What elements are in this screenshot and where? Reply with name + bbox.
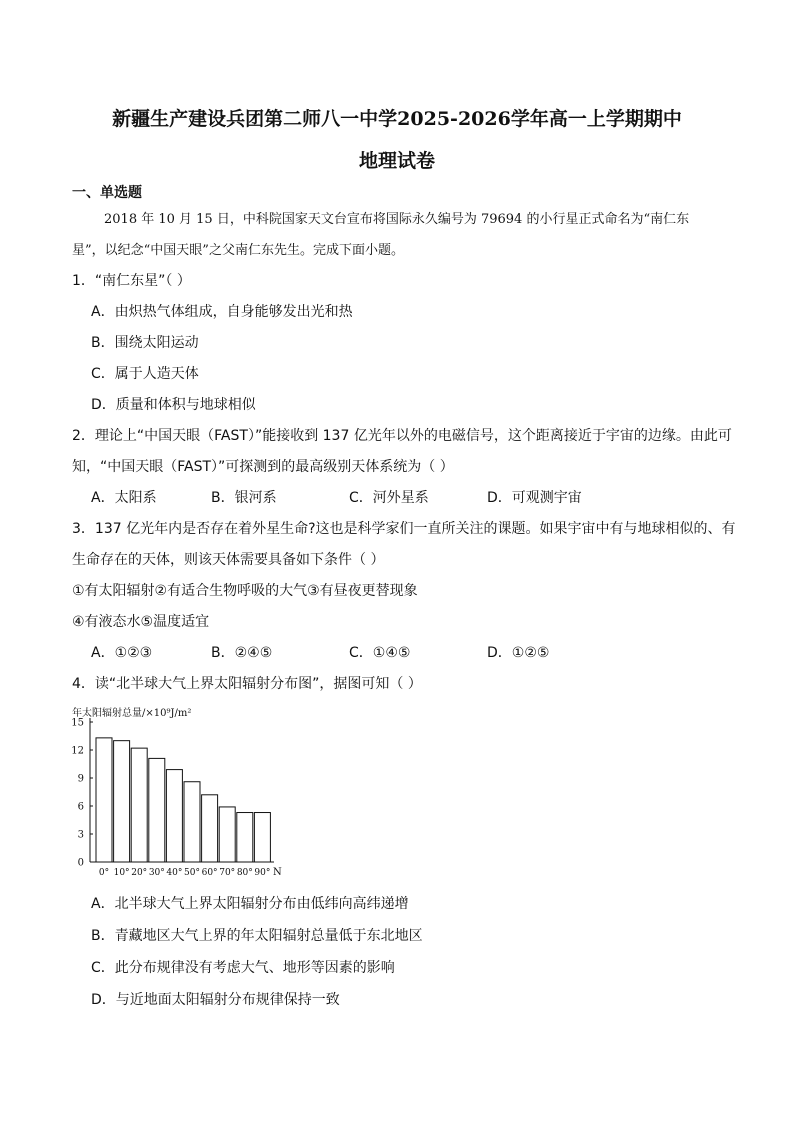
chart-y-tick-label: 6 xyxy=(77,801,84,813)
chart-x-tick-label: 30° xyxy=(148,868,165,878)
exam-title-line2: 地理试卷 xyxy=(358,150,435,172)
chart-x-tick-label: 60° xyxy=(201,868,218,878)
passage-line-2: 星”，以纪念“中国天眼”之父南仁东先生。完成下面小题。 xyxy=(72,243,404,258)
chart-x-tick-label: 90° xyxy=(254,868,271,878)
question-2-stem-line-2: 知，“中国天眼（FAST）”可探测到的最高级别天体系统为（ ） xyxy=(72,459,454,475)
question-3-conditions-line-2: ④有液态水⑤温度适宜 xyxy=(72,614,210,630)
chart-y-tick-label: 0 xyxy=(77,857,84,869)
chart-bar xyxy=(149,758,165,862)
question-1-stem: 1．“南仁东星”（ ） xyxy=(72,273,191,289)
question-4-option-d[interactable]: D．与近地面太阳辐射分布规律保持一致 xyxy=(91,992,340,1008)
question-2-option-b[interactable]: B．银河系 xyxy=(211,490,277,506)
chart-bar xyxy=(96,738,112,862)
chart-bar xyxy=(184,782,200,862)
chart-bar xyxy=(202,795,218,862)
question-4-option-c[interactable]: C．此分布规律没有考虑大气、地形等因素的影响 xyxy=(91,960,395,976)
chart-bar xyxy=(237,813,253,862)
chart-x-tick-label: 20° xyxy=(131,868,148,878)
solar-radiation-bar-chart xyxy=(68,702,298,882)
passage-line-1: 2018 年 10 月 15 日，中科院国家天文台宣布将国际永久编号为 79694 的小行星正式命名为“南仁东 xyxy=(104,212,690,227)
chart-y-tick-label: 3 xyxy=(77,829,84,841)
chart-y-axis-label: 年太阳辐射总量/×10⁹J/m² xyxy=(72,708,192,719)
section-heading: 一、单选题 xyxy=(72,185,142,201)
chart-bar xyxy=(166,770,182,862)
question-2-option-c[interactable]: C．河外星系 xyxy=(349,490,429,506)
question-1-option-b[interactable]: B．围绕太阳运动 xyxy=(91,335,199,351)
chart-bar xyxy=(131,748,147,862)
question-2-option-a[interactable]: A．太阳系 xyxy=(91,490,157,506)
question-2-option-d[interactable]: D．可观测宇宙 xyxy=(487,490,582,506)
chart-bar xyxy=(254,813,270,862)
chart-y-tick-label: 9 xyxy=(77,773,84,785)
question-4-stem: 4．读“北半球大气上界太阳辐射分布图”，据图可知（ ） xyxy=(72,676,422,692)
chart-y-tick-label: 15 xyxy=(71,717,84,729)
chart-x-tick-label: 40° xyxy=(166,868,183,878)
question-1-option-c[interactable]: C．属于人造天体 xyxy=(91,366,199,382)
chart-bar xyxy=(219,807,235,862)
chart-x-tick-label: 70° xyxy=(219,868,236,878)
chart-y-tick-label: 12 xyxy=(71,745,84,757)
exam-title-line1: 新疆生产建设兵团第二师八一中学2025-2026学年高一上学期期中 xyxy=(112,108,682,130)
question-3-stem-line-2: 生命存在的天体，则该天体需要具备如下条件（ ） xyxy=(72,552,385,568)
question-3-option-b[interactable]: B．②④⑤ xyxy=(211,645,273,661)
question-1-option-d[interactable]: D．质量和体积与地球相似 xyxy=(91,397,256,413)
chart-bar xyxy=(114,741,130,862)
question-3-conditions-line-1: ①有太阳辐射②有适合生物呼吸的大气③有昼夜更替现象 xyxy=(72,583,418,599)
question-3-option-a[interactable]: A．①②③ xyxy=(91,645,153,661)
question-3-option-d[interactable]: D．①②⑤ xyxy=(487,645,550,661)
chart-x-tick-label: 80° xyxy=(236,868,253,878)
question-1-option-a[interactable]: A．由炽热气体组成，自身能够发出光和热 xyxy=(91,304,353,320)
chart-x-tick-label: 10° xyxy=(113,868,130,878)
chart-x-tick-label: 50° xyxy=(184,868,200,878)
question-4-option-a[interactable]: A．北半球大气上界太阳辐射分布由低纬向高纬递增 xyxy=(91,896,409,912)
question-3-option-c[interactable]: C．①④⑤ xyxy=(349,645,411,661)
chart-x-unit: N xyxy=(273,867,282,878)
question-3-stem-line-1: 3．137 亿光年内是否存在着外星生命?这也是科学家们一直所关注的课题。如果宇宙中有与地球相似的、有 xyxy=(72,521,736,537)
question-4-option-b[interactable]: B．青藏地区大气上界的年太阳辐射总量低于东北地区 xyxy=(91,928,423,944)
chart-x-tick-label: 0° xyxy=(98,868,110,878)
question-2-stem-line-1: 2．理论上“中国天眼（FAST）”能接收到 137 亿光年以外的电磁信号，这个距离接近于宇宙的边缘。由此可 xyxy=(72,428,732,444)
